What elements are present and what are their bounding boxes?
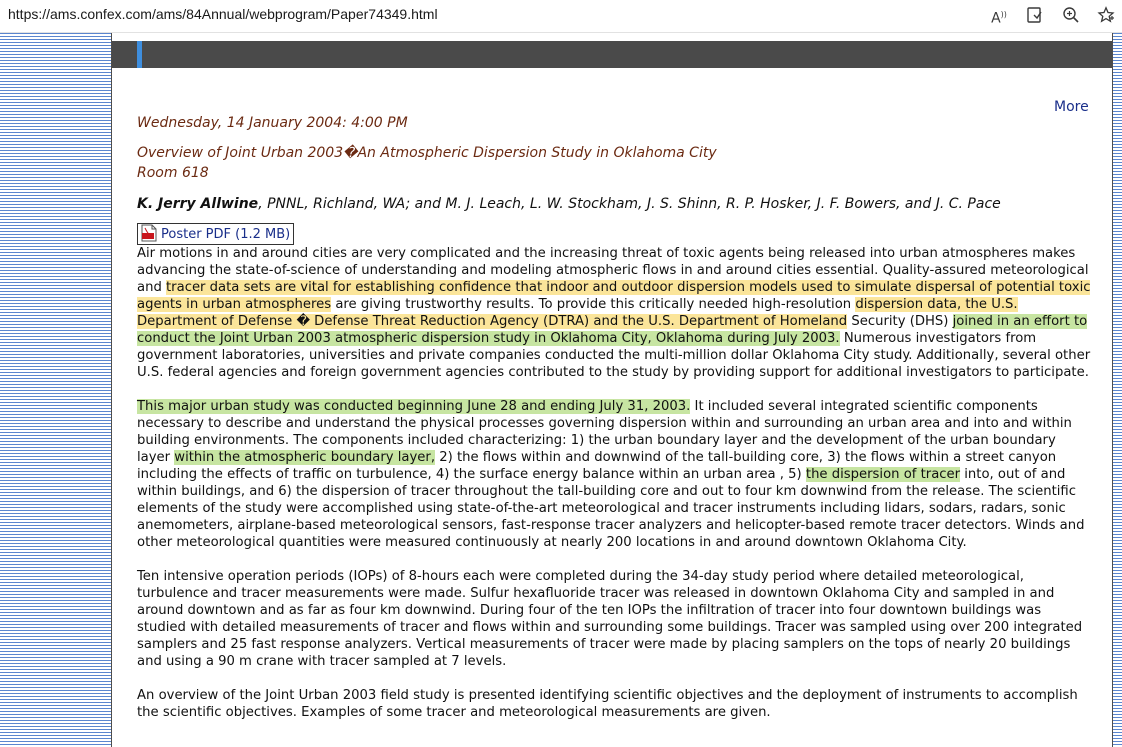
url-text[interactable]: https://ams.confex.com/ams/84Annual/webprogram/Paper74349.html [8, 6, 438, 22]
highlight-green: the dispersion of tracer [805, 467, 961, 482]
highlight-green: This major urban study was conducted beginning June 28 and ending July 31, 2003. [137, 399, 691, 414]
abstract-paragraph-4: An overview of the Joint Urban 2003 field study is presented identifying scientific objectives and the deployment of instruments to accomplish the scientific objectives. Examples of some tracer and meteorological measurements are given. [137, 688, 1078, 720]
more-link[interactable]: More [1054, 99, 1089, 115]
highlight-green: within the atmospheric boundary layer, [174, 450, 436, 465]
author-list [137, 194, 1092, 214]
favorites-icon[interactable] [1095, 4, 1117, 26]
abstract [137, 245, 1092, 721]
paper-content [137, 113, 1092, 721]
immersive-reader-icon[interactable] [1024, 4, 1046, 26]
page-header-bar [112, 41, 1112, 68]
abstract-text: Numerous investigators from government laboratories, universities and private companies conducted the multi-million dollar Oklahoma City study. Additionally, several other U.S. federal agencies and foreign government agencies contributed to the study by providing support for additional investigators to participate. [137, 331, 1091, 380]
poster-pdf-link[interactable] [137, 223, 294, 245]
abstract-text: It included several integrated scientific components necessary to describe and understand the physical processes governing dispersion within and surrounding an urban area and into and within building environments. The components included characterizing: 1) the urban boundary layer and the development of the urban boundary layer [137, 399, 1072, 465]
address-bar[interactable] [0, 0, 1122, 33]
paper-title: Overview of Joint Urban 2003�An Atmospheric Dispersion Study in Oklahoma City [137, 145, 717, 161]
pdf-icon [141, 224, 157, 249]
page-frame [111, 33, 1113, 747]
highlight-green: joined in an effort to conduct the Joint Urban 2003 atmospheric dispersion study in Oklahoma City, Oklahoma during July 2003. [137, 314, 1088, 346]
highlight-yellow: dispersion data, the U.S. Department of Defense � Defense Threat Reduction Agency (DTRA) and the U.S. Department of Homeland [137, 297, 1018, 329]
abstract-text: into, out of and within buildings, and 6) the dispersion of tracer throughout the tall-building core and out to four km downwind from the release. The scientific elements of the study were accomplished using state-of-the-art meteorological and tracer instruments including lidars, sodars, radars, sonic anemometers, airplane-based meteorological sensors, fast-response tracer analyzers and helicopter-based remote tracer detectors. Winds and other meteorological quantities were measured continuously at nearly 200 locations in and around downtown Oklahoma City. [137, 467, 1085, 550]
session-datetime: Wednesday, 14 January 2004: 4:00 PM [137, 115, 408, 131]
room-label: Room 618 [137, 165, 209, 181]
abstract-paragraph-1 [137, 245, 1092, 381]
read-aloud-icon[interactable]: A)) [991, 10, 1007, 27]
poster-pdf-label[interactable]: Poster PDF (1.2 MB) [161, 227, 291, 242]
abstract-paragraph-2 [137, 398, 1092, 551]
header-accent [137, 41, 142, 68]
abstract-text: Air motions in and around cities are very complicated and the increasing threat of toxic agents being released into urban atmospheres makes advancing the state-of-science of understanding and modeling atmospheric flows in and around cities essential. Quality-assured meteorological and [137, 246, 1089, 295]
abstract-text: 2) the flows within and downwind of the tall-building core, 3) the flows within a street canyon including the effects of traffic on turbulence, 4) the surface energy balance within an urban area , 5) [137, 450, 1057, 482]
abstract-text: are giving trustworthy results. To provide this critically needed high-resolution [331, 297, 856, 312]
zoom-icon[interactable] [1060, 4, 1082, 26]
left-stripe-background [0, 33, 111, 747]
highlight-yellow: tracer data sets are vital for establishing confidence that indoor and outdoor dispersion models used to simulate dispersal of potential toxic agents in urban atmospheres [137, 280, 1091, 312]
abstract-text: Security (DHS) [847, 314, 953, 329]
coauthors: , PNNL, Richland, WA; and M. J. Leach, L. W. Stockham, J. S. Shinn, R. P. Hosker, J. F. Bowers, and J. C. Pace [258, 196, 1001, 212]
right-stripe-background [1113, 33, 1122, 747]
abstract-paragraph-3: Ten intensive operation periods (IOPs) of 8-hours each were completed during the 34-day study period where detailed meteorological, turbulence and tracer measurements were made. Sulfur hexafluoride tracer was released in downtown Oklahoma City and sampled in and around downtown and as far as four km downwind. During four of the ten IOPs the infiltration of tracer into four downtown buildings was studied with detailed measurements of tracer and flows within and surrounding some buildings. Tracer was sampled using over 200 integrated samplers and 25 fast response analyzers. Vertical measurements of tracer were made by placing samplers on the tops of nearly 20 buildings and using a 90 m crane with tracer sampled at 7 levels. [137, 569, 1083, 669]
lead-author: K. Jerry Allwine [137, 196, 259, 212]
